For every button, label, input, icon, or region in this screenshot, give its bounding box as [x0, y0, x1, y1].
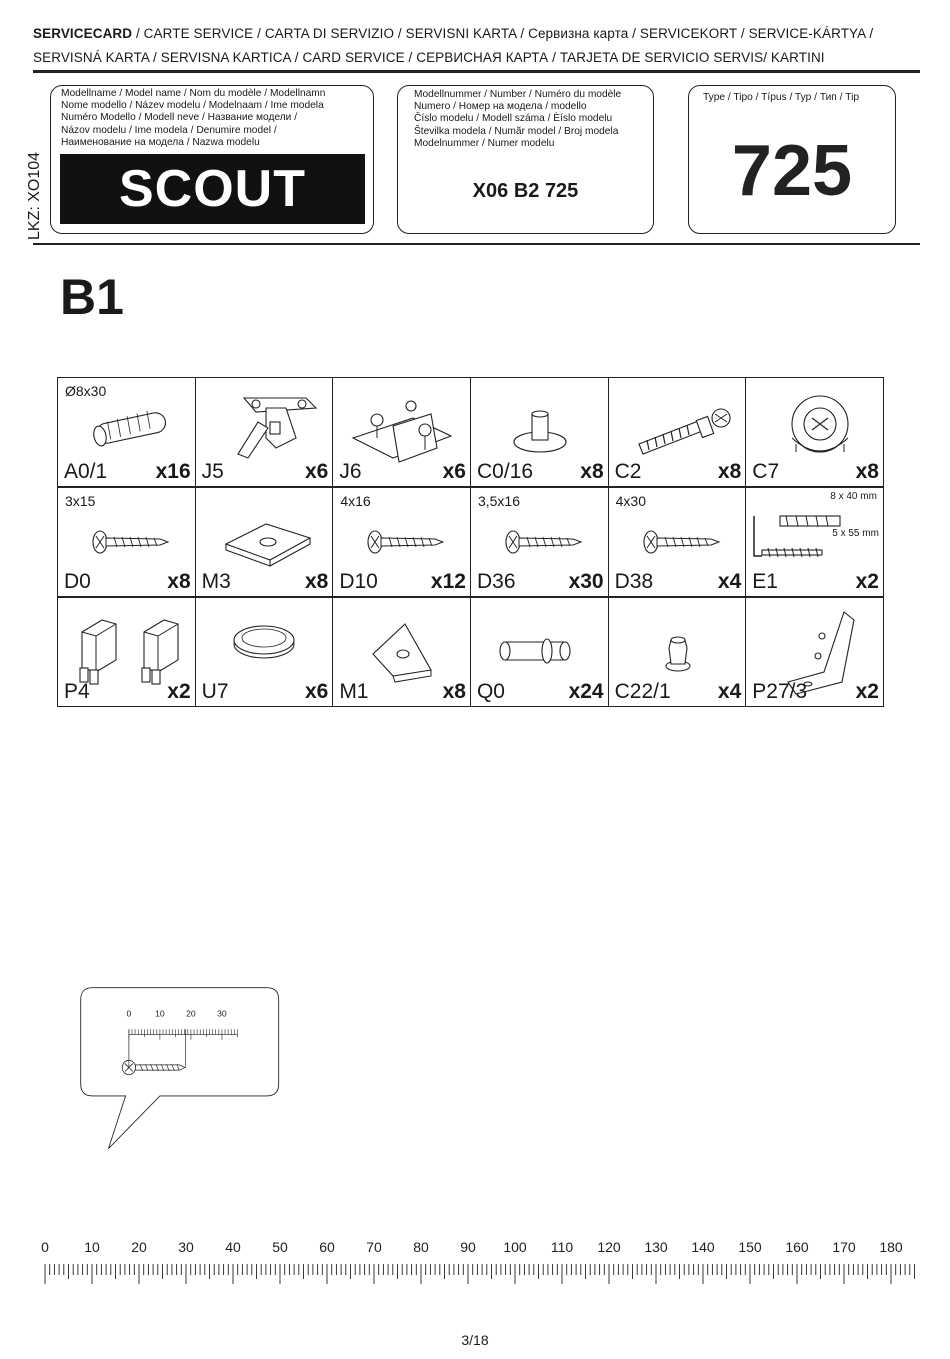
ruler-label: 10: [84, 1239, 100, 1255]
screw-gauge-bubble: [33, 987, 333, 1152]
page-number: 3/18: [461, 1332, 489, 1348]
part-cell: [195, 597, 334, 707]
part-cell: [745, 377, 884, 487]
part-quantity: x2: [167, 680, 191, 703]
section-rule: [33, 243, 920, 245]
part-quantity: x6: [442, 460, 466, 483]
part-code: C22/1: [614, 680, 671, 703]
part-quantity: x24: [568, 680, 604, 703]
screw-icon: [122, 1060, 185, 1075]
part-code: C0/16: [476, 460, 534, 483]
part-code: J6: [339, 460, 362, 483]
part-dimension: Ø8x30: [65, 383, 107, 399]
header-line-2: SERVISNÁ KARTA / SERVISNA KARTICA / CARD SERVICE / СЕРВИСНАЯ КАРТА / TARJETA DE SERVICIO SERVIS/ KARTINI: [33, 50, 825, 65]
part-cell: [608, 377, 747, 487]
part-quantity: x8: [167, 570, 191, 593]
part-quantity: x4: [717, 680, 742, 703]
part-code: J5: [201, 460, 224, 483]
part-code: C7: [752, 460, 780, 483]
screw-size: 5 x 55 mm: [832, 528, 879, 539]
anchor-size: 8 x 40 mm: [830, 491, 877, 502]
ruler-label: 0: [41, 1239, 49, 1255]
part-quantity: x8: [304, 570, 329, 593]
header-title: SERVICECARD: [33, 26, 133, 41]
part-cell: [745, 597, 884, 707]
type-number: 725: [731, 131, 853, 211]
part-cell: [57, 597, 196, 707]
ruler-label: 40: [225, 1239, 241, 1255]
part-cell: [745, 487, 884, 597]
part-quantity: x8: [855, 460, 879, 483]
part-code: D36: [476, 570, 516, 593]
part-code: M1: [339, 680, 369, 703]
ruler-label: 130: [644, 1239, 668, 1255]
ruler-label: 0: [126, 1008, 132, 1019]
parts-row: [58, 378, 890, 488]
ruler-label: 10: [155, 1008, 165, 1019]
part-cell: [608, 597, 747, 707]
header-rule: [33, 70, 920, 73]
part-code: Q0: [476, 680, 505, 703]
part-quantity: x4: [717, 570, 742, 593]
model-number-label: Modellnummer / Number / Numéro du modèle Numero / Номер на модела / modello Číslo modelu / Modell száma / Èíslo modelu Številka modela / Numãr model / Broj modela Modelnummer / Numer modelu: [414, 89, 622, 149]
ruler-label: 60: [319, 1239, 335, 1255]
part-quantity: x12: [430, 570, 466, 593]
part-quantity: x2: [855, 570, 879, 593]
part-quantity: x30: [568, 570, 604, 593]
ruler-label: 140: [691, 1239, 715, 1255]
part-cell: [608, 487, 747, 597]
ruler-label: 160: [785, 1239, 809, 1255]
bubble-ruler: [126, 1009, 237, 1040]
ruler-label: 30: [217, 1008, 227, 1019]
model-name-box: [50, 85, 374, 234]
ruler-label: 20: [186, 1008, 196, 1019]
part-cell: [195, 377, 334, 487]
ruler-label: 90: [460, 1239, 476, 1255]
header-line-1: [33, 26, 873, 41]
part-cell: [332, 487, 471, 597]
part-dimension: 3,5x16: [477, 493, 521, 509]
part-cell: [470, 487, 609, 597]
ruler-label: 50: [272, 1239, 288, 1255]
ruler-label: 30: [178, 1239, 194, 1255]
part-quantity: x8: [442, 680, 466, 703]
ruler-label: 20: [131, 1239, 147, 1255]
part-quantity: x8: [580, 460, 604, 483]
part-code: P27/3: [752, 680, 808, 703]
part-dimension: 3x15: [65, 493, 96, 509]
part-code: E1: [752, 570, 778, 593]
type-box: [688, 85, 896, 234]
ruler-label: 70: [366, 1239, 382, 1255]
ruler-label: 100: [503, 1239, 527, 1255]
type-label: Type / Tipo / Típus / Typ / Тип / Tip: [703, 92, 860, 103]
model-number: X06 B2 725: [472, 180, 579, 202]
ruler-label: 110: [550, 1239, 574, 1255]
ruler-label: 80: [413, 1239, 429, 1255]
part-quantity: x8: [717, 460, 742, 483]
main-ruler: [38, 1237, 918, 1287]
model-name-label: Modellname / Model name / Nom du modèle / Modellnamn Nome modello / Název modelu / Modelnaam / Ime modela Numéro Modello / Modell neve / Название модели / Názov modelu / Ime modela / Denumire model / Наименование на модела / Nazwa modelu: [61, 88, 326, 148]
ruler-label: 120: [597, 1239, 621, 1255]
part-quantity: x2: [855, 680, 879, 703]
header-languages-1: / CARTE SERVICE / CARTA DI SERVIZIO / SERVISNI KARTA / Сервизна карта / SERVICEKORT / SERVICE-KÁRTYA /: [132, 26, 874, 41]
part-code: C2: [614, 460, 642, 483]
part-code: M3: [201, 570, 231, 593]
lkz-code: LKZ: XO104: [26, 151, 43, 240]
model-name: SCOUT: [60, 154, 365, 224]
part-code: D38: [614, 570, 654, 593]
section-title: B1: [60, 269, 124, 325]
model-number-box: [397, 85, 654, 234]
part-cell: [332, 597, 471, 707]
part-cell: [470, 597, 609, 707]
part-code: D0: [64, 570, 91, 593]
parts-row: [58, 488, 890, 598]
part-code: U7: [201, 680, 229, 703]
part-quantity: x6: [304, 460, 329, 483]
part-code: P4: [64, 680, 90, 703]
part-cell: [470, 377, 609, 487]
part-code: D10: [339, 570, 378, 593]
part-code: A0/1: [64, 460, 108, 483]
part-cell: [332, 377, 471, 487]
part-cell: [57, 377, 196, 487]
part-dimension: 4x30: [615, 493, 646, 509]
parts-row: [58, 598, 890, 708]
parts-table: [58, 378, 890, 708]
part-dimension: 4x16: [340, 493, 371, 509]
ruler-label: 180: [879, 1239, 903, 1255]
ruler-label: 170: [832, 1239, 856, 1255]
part-quantity: x6: [304, 680, 329, 703]
part-cell: [195, 487, 334, 597]
part-quantity: x16: [155, 460, 191, 483]
part-cell: [57, 487, 196, 597]
ruler-label: 150: [738, 1239, 762, 1255]
